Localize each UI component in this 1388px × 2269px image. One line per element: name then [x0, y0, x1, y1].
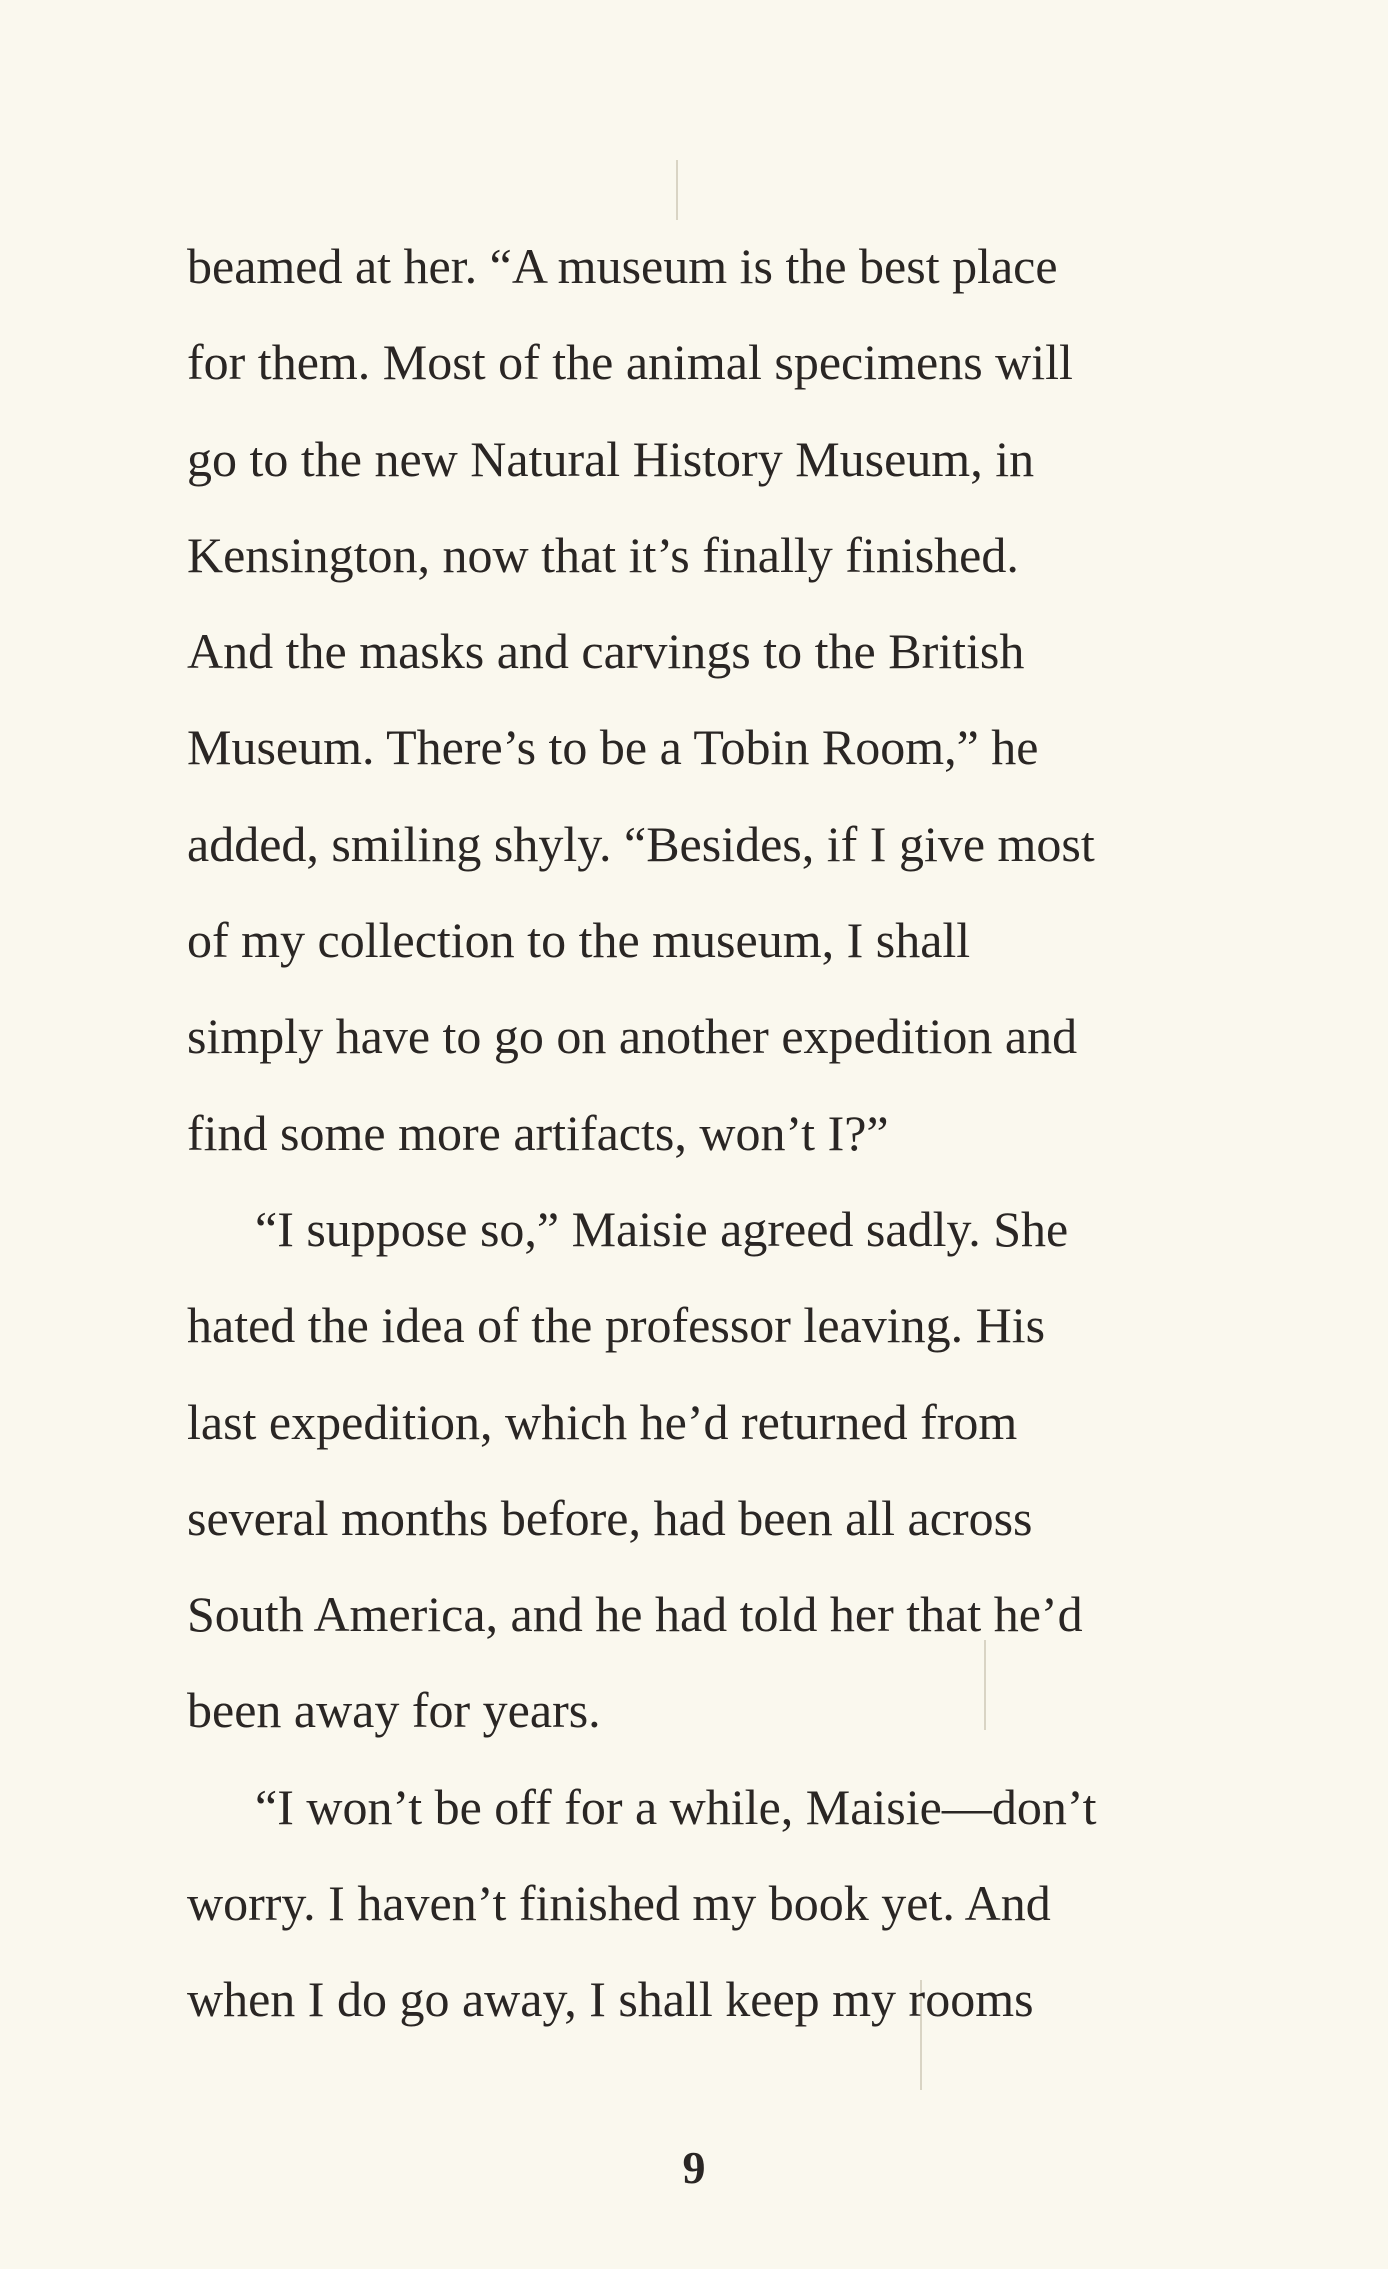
scan-artifact-line [676, 160, 678, 220]
paragraph-start-line: “I suppose so,” Maisie agreed sadly. She [255, 1200, 1069, 1257]
text-line: several months before, had been all across [187, 1489, 1033, 1546]
text-line: added, smiling shyly. “Besides, if I give most [187, 815, 1095, 872]
body-text [187, 218, 1277, 2048]
text-line: Kensington, now that it’s finally finished. [187, 526, 1019, 583]
text-line: for them. Most of the animal specimens will [187, 334, 1073, 391]
text-line: go to the new Natural History Museum, in [187, 430, 1035, 487]
text-line: simply have to go on another expedition and [187, 1008, 1078, 1065]
text-line: last expedition, which he’d returned from [187, 1393, 1018, 1450]
text-line: South America, and he had told her that he’d [187, 1586, 1083, 1643]
text-line: been away for years. [187, 1682, 601, 1739]
text-line: find some more artifacts, won’t I?” [187, 1104, 889, 1161]
text-line: Museum. There’s to be a Tobin Room,” he [187, 719, 1039, 776]
text-line: And the masks and carvings to the British [187, 623, 1025, 680]
text-line: hated the idea of the professor leaving. His [187, 1297, 1046, 1354]
page-number: 9 [682, 2142, 706, 2193]
text-line: worry. I haven’t finished my book yet. And [187, 1875, 1051, 1932]
text-line: when I do go away, I shall keep my rooms [187, 1971, 1034, 2028]
paragraph-start-line: “I won’t be off for a while, Maisie—don’t [255, 1778, 1097, 1835]
text-line: of my collection to the museum, I shall [187, 912, 971, 969]
text-line: beamed at her. “A museum is the best place [187, 238, 1058, 294]
